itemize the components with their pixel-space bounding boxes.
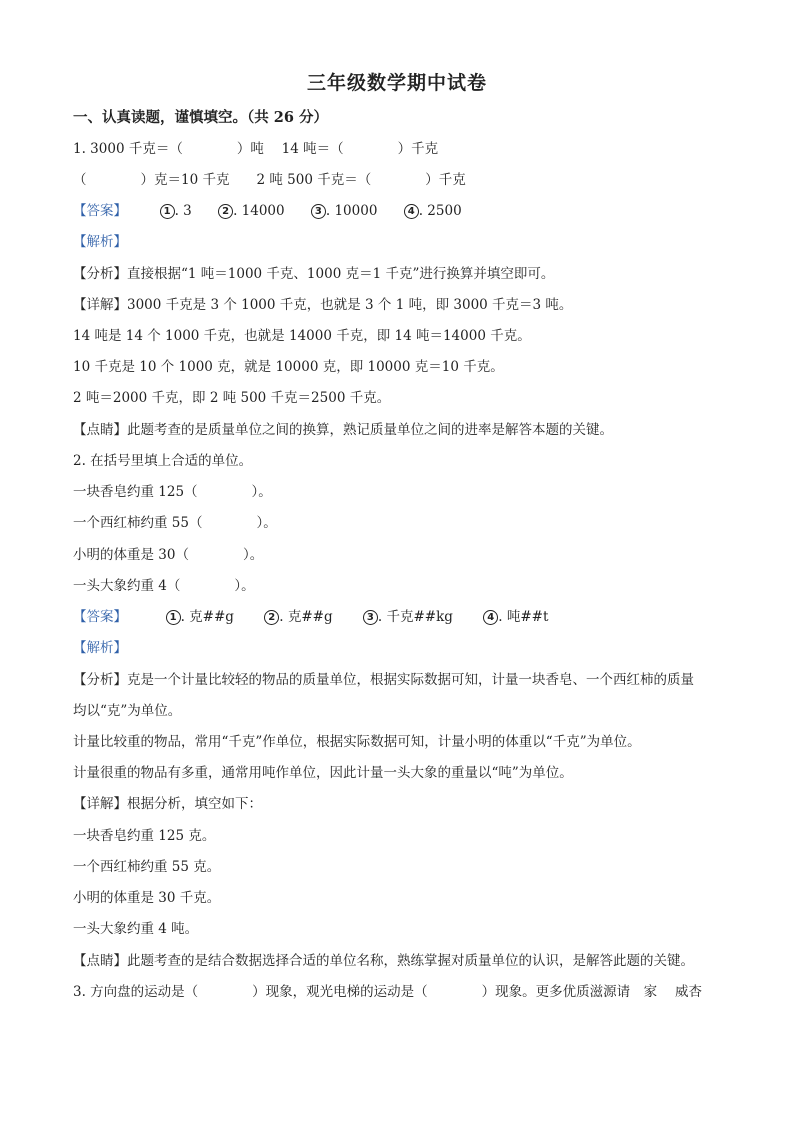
q2-xiangjie-2: 一个西红柿约重 55 克。 — [73, 859, 221, 875]
q2-item-1: 一块香皂约重 125（ ）。 — [73, 484, 272, 500]
q1-line2: （ ）克＝10 千克 2 吨 500 千克＝（ ）千克 — [73, 172, 466, 188]
q2-analysis-tag: 【解析】 — [73, 640, 127, 656]
q2-dianjing: 【点睛】此题考查的是结合数据选择合适的单位名称，熟练掌握对质量单位的认识，是解答此题的关键。 — [73, 953, 694, 969]
answer-tag: 【答案】 — [73, 609, 127, 625]
q1-xiangjie-2: 14 吨是 14 个 1000 千克，也就是 14000 千克，即 14 吨＝14000 千克。 — [73, 328, 531, 344]
q2-answer-4: 4 . 吨##t — [483, 607, 548, 627]
fenxi-tag: 【分析】 — [73, 672, 127, 688]
q3-stem: 3. 方向盘的运动是（ ）现象，观光电梯的运动是（ ）现象。更多优质滋源请 家 威杏 — [73, 984, 702, 1000]
q2-fenxi-4: 计量很重的物品有多重，通常用吨作单位，因此计量一头大象的重量以“吨”为单位。 — [73, 765, 573, 781]
q1-xiangjie-1: 【详解】3000 千克是 3 个 1000 千克，也就是 3 个 1 吨，即 3000 千克＝3 吨。 — [73, 297, 573, 313]
q2-answer-row — [73, 607, 570, 627]
dianjing-tag: 【点睛】 — [73, 422, 127, 438]
q1-answer-4: 4 . 2500 — [404, 201, 462, 221]
q1-fenxi: 【分析】直接根据“1 吨＝1000 千克、1000 克＝1 千克”进行换算并填空即可。 — [73, 266, 555, 282]
q2-item-2: 一个西红柿约重 55（ ）。 — [73, 515, 277, 531]
q2-answer-2: 2 . 克##g — [264, 607, 332, 627]
q1-line1: 1. 3000 千克＝（ ）吨 14 吨＝（ ）千克 — [73, 141, 439, 157]
fenxi-tag: 【分析】 — [73, 266, 127, 282]
q1-xiangjie-3: 10 千克是 10 个 1000 克，就是 10000 克，即 10000 克＝10 千克。 — [73, 359, 504, 375]
q2-item-4: 一头大象约重 4（ ）。 — [73, 578, 255, 594]
q2-xiangjie-1: 一块香皂约重 125 克。 — [73, 828, 216, 844]
q2-fenxi-1: 【分析】克是一个计量比较轻的物品的质量单位，根据实际数据可知，计量一块香皂、一个西红柿的质量 — [73, 672, 694, 688]
q2-item-3: 小明的体重是 30（ ）。 — [73, 547, 264, 563]
q2-xiangjie-3: 小明的体重是 30 千克。 — [73, 890, 221, 906]
q1-answer-1: 1 . 3 — [160, 201, 192, 221]
q1-xiangjie-4: 2 吨＝2000 千克，即 2 吨 500 千克＝2500 千克。 — [73, 390, 391, 406]
q2-answer-1: 1 . 克##g — [166, 607, 234, 627]
q1-answer-row — [73, 201, 484, 221]
q1-dianjing: 【点睛】此题考查的是质量单位之间的换算，熟记质量单位之间的进率是解答本题的关键。 — [73, 422, 613, 438]
q1-analysis-tag: 【解析】 — [73, 234, 127, 250]
q2-xiangjie-intro: 【详解】根据分析，填空如下： — [73, 796, 262, 812]
q2-xiangjie-4: 一头大象约重 4 吨。 — [73, 921, 199, 937]
answer-tag: 【答案】 — [73, 203, 127, 219]
q2-answer-3: 3 . 千克##kg — [363, 607, 453, 627]
q1-answer-2: 2 . 14000 — [218, 201, 285, 221]
q2-fenxi-2: 均以“克”为单位。 — [73, 703, 182, 719]
section-heading: 一、认真读题，谨慎填空。（共 26 分） — [73, 109, 329, 126]
q1-answer-3: 3 . 10000 — [311, 201, 378, 221]
dianjing-tag: 【点睛】 — [73, 953, 127, 969]
q2-stem: 2. 在括号里填上合适的单位。 — [73, 453, 253, 469]
xiangjie-tag: 【详解】 — [73, 796, 127, 812]
page-title: 三年级数学期中试卷 — [306, 72, 487, 94]
xiangjie-tag: 【详解】 — [73, 297, 127, 313]
q2-fenxi-3: 计量比较重的物品，常用“千克”作单位，根据实际数据可知，计量小明的体重以“千克”为单位。 — [73, 734, 641, 750]
